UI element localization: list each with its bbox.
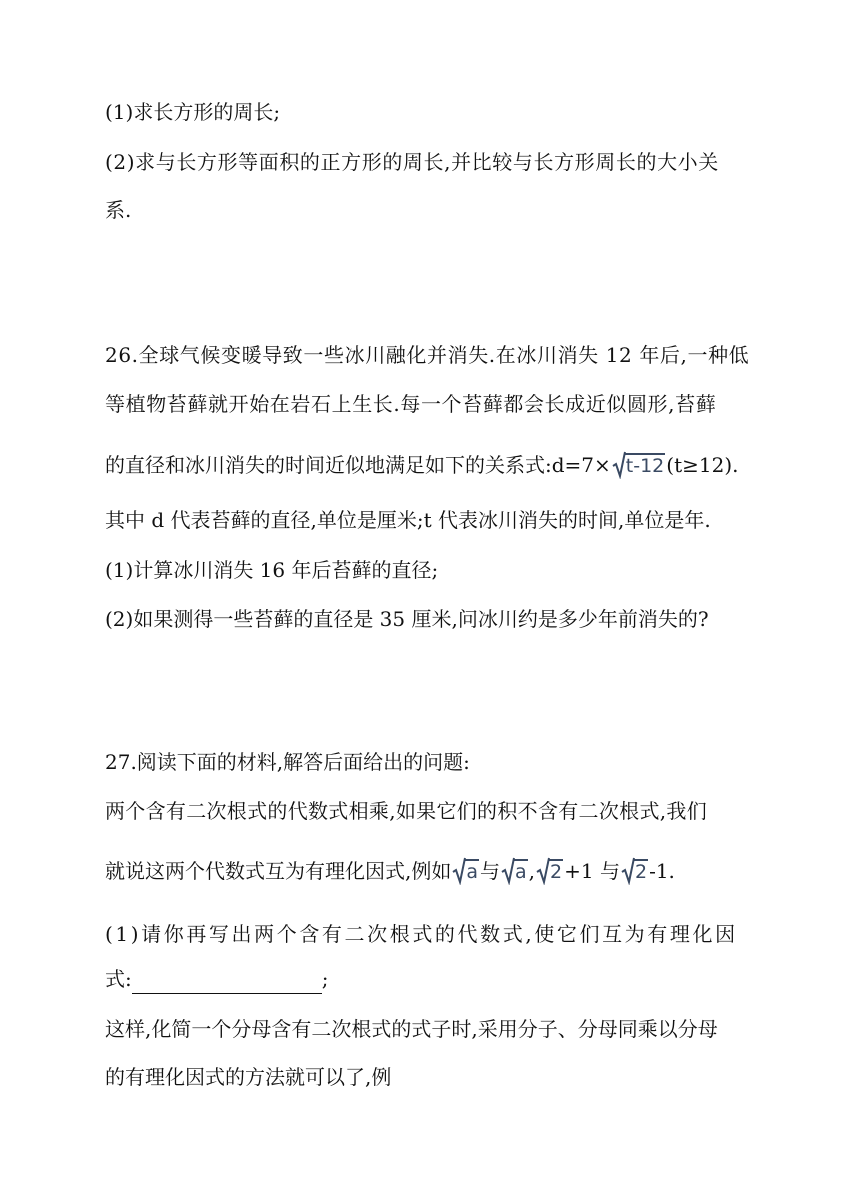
sqrt-2-2: 2 bbox=[621, 857, 648, 887]
q27-line3-text: 就说这两个代数式互为有理化因式,例如 bbox=[105, 859, 452, 883]
sqrt-a-2: a bbox=[501, 857, 528, 887]
q27-part1-line2 bbox=[105, 964, 329, 994]
sqrt-2-1: 2 bbox=[536, 857, 563, 887]
q27-answer-label: 式: bbox=[105, 967, 132, 991]
q27-line3-comma: , bbox=[528, 859, 536, 883]
sqrt-t-minus-12: t-12 bbox=[612, 451, 665, 481]
q25-part1: (1)求长方形的周长; bbox=[105, 100, 281, 124]
q26-formula-prefix: 的直径和冰川消失的时间近似地满足如下的关系式:d=7× bbox=[105, 453, 611, 477]
q27-line1: 27.阅读下面的材料,解答后面给出的问题: bbox=[105, 750, 470, 774]
q27-line7: 的有理化因式的方法就可以了,例 bbox=[105, 1065, 392, 1089]
q27-line3-minus: -1. bbox=[649, 859, 675, 883]
q26-line2: 等植物苔藓就开始在岩石上生长.每一个苔藓都会长成近似圆形,苔藓 bbox=[105, 392, 717, 416]
q26-part1: (1)计算冰川消失 16 年后苔藓的直径; bbox=[105, 558, 439, 582]
q26-line4: 其中 d 代表苔藓的直径,单位是厘米;t 代表冰川消失的时间,单位是年. bbox=[105, 508, 711, 532]
q26-formula-suffix: (t≥12). bbox=[666, 453, 739, 477]
q27-line3 bbox=[105, 856, 675, 887]
q27-line2: 两个含有二次根式的代数式相乘,如果它们的积不含有二次根式,我们 bbox=[105, 799, 708, 823]
q27-line6: 这样,化简一个分母含有二次根式的式子时,采用分子、分母同乘以分母 bbox=[105, 1017, 718, 1041]
q26-line1: 26.全球气候变暖导致一些冰川融化并消失.在冰川消失 12 年后,一种低 bbox=[105, 343, 750, 367]
answer-blank[interactable] bbox=[132, 973, 322, 994]
q27-line3-and: 与 bbox=[480, 859, 501, 883]
q27-part1-line1: (1)请你再写出两个含有二次根式的代数式,使它们互为有理化因 bbox=[105, 922, 738, 946]
q27-answer-semicolon: ; bbox=[321, 967, 329, 991]
sqrt-a-1: a bbox=[452, 857, 479, 887]
q27-line3-plus: +1 与 bbox=[564, 859, 620, 883]
q26-part2: (2)如果测得一些苔藓的直径是 35 厘米,问冰川约是多少年前消失的? bbox=[105, 607, 709, 631]
q25-part2-line1: (2)求与长方形等面积的正方形的周长,并比较与长方形周长的大小关 bbox=[105, 150, 719, 174]
q25-part2-line2: 系. bbox=[105, 198, 132, 222]
q26-line3 bbox=[105, 450, 738, 481]
